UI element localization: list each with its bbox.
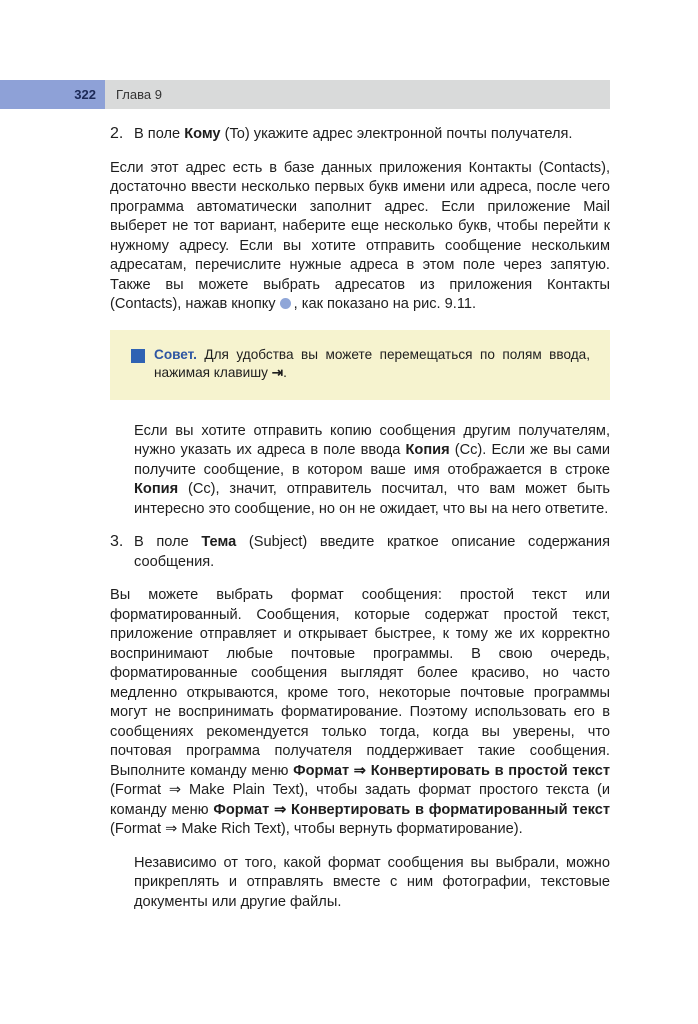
running-header — [0, 80, 698, 109]
paragraph-cc: Если вы хотите отправить копию сообщения другим получателям, нужно указать их адреса в поле ввода Копия (Cc). Если же вы сами получите сообщение, в котором ваше имя отображается в строке Копия (Cc), значит, отправитель посчитал, что вам может быть интересно это сообщение, но он не ожидает, что вы на него ответите. — [134, 422, 611, 517]
tip-box — [110, 330, 610, 400]
step-3-text: В поле Тема (Subject) введите краткое описание содержания сообщения. — [134, 534, 610, 570]
page-number: 322 — [0, 80, 105, 109]
step-2-text: В поле Кому (To) укажите адрес электронной почты получателя. — [134, 126, 573, 142]
tip-text: Совет. Для удобства вы можете перемещаться по полям ввода, нажимая клавишу ⇥. — [154, 346, 590, 380]
tab-key-icon: ⇥ — [271, 365, 284, 380]
list-item-step-2 — [110, 125, 610, 145]
chapter-title: Глава 9 — [105, 80, 610, 109]
paragraph-attachments: Независимо от того, какой формат сообщения вы выбрали, можно прикреплять и отправлять вместе с ним фотографии, текстовые документы или другие файлы. — [134, 854, 610, 910]
step-number: 2. — [110, 125, 124, 142]
add-contact-icon — [280, 298, 291, 309]
page-content — [110, 125, 610, 912]
step-number: 3. — [110, 533, 124, 550]
paragraph-format: Вы можете выбрать формат сообщения: простой текст или форматированный. Сообщения, которые содержат простой текст, приложение отправляет и открывает быстрее, к тому же их корректно воспринимают любые почтовые программы. В свою очередь, форматированные сообщения выглядят более красиво, но часто медленно открываются, кроме того, некоторые почтовые программы могут не воспринимать форматирование. Поэтому использовать его в сообщениях рекомендуется только тогда, когда вы уверены, что почтовая программа получателя поддерживает такие сообщения. Выполните команду меню Формат ⇒ Конвертировать в простой текст (Format ⇒ Make Plain Text), чтобы задать формат простого текста (и команду меню Формат ⇒ Конвертировать в форматированный текст (Format ⇒ Make Rich Text), чтобы вернуть форматирование). — [110, 587, 610, 837]
list-item-step-3 — [110, 533, 610, 572]
tip-marker-icon — [131, 349, 145, 363]
field-subject-label: Тема — [201, 534, 237, 550]
paragraph-contacts: Если этот адрес есть в базе данных приложения Контакты (Contacts), достаточно ввести несколько первых букв имени или адреса, после чего программа автоматически заполнит адрес. Если приложение Mail выберет не тот вариант, наберите еще несколько букв, чтобы перейти к нужному адресу. Если вы хотите отправить сообщение нескольким адресатам, перечислите нужные адреса в этом поле через запятую. Также вы можете выбрать адресатов из приложения Контакты (Contacts), нажав кнопку , как показано на рис. 9.11. — [110, 159, 610, 312]
tip-label: Совет. — [154, 346, 197, 362]
field-to-label: Кому — [184, 126, 221, 142]
